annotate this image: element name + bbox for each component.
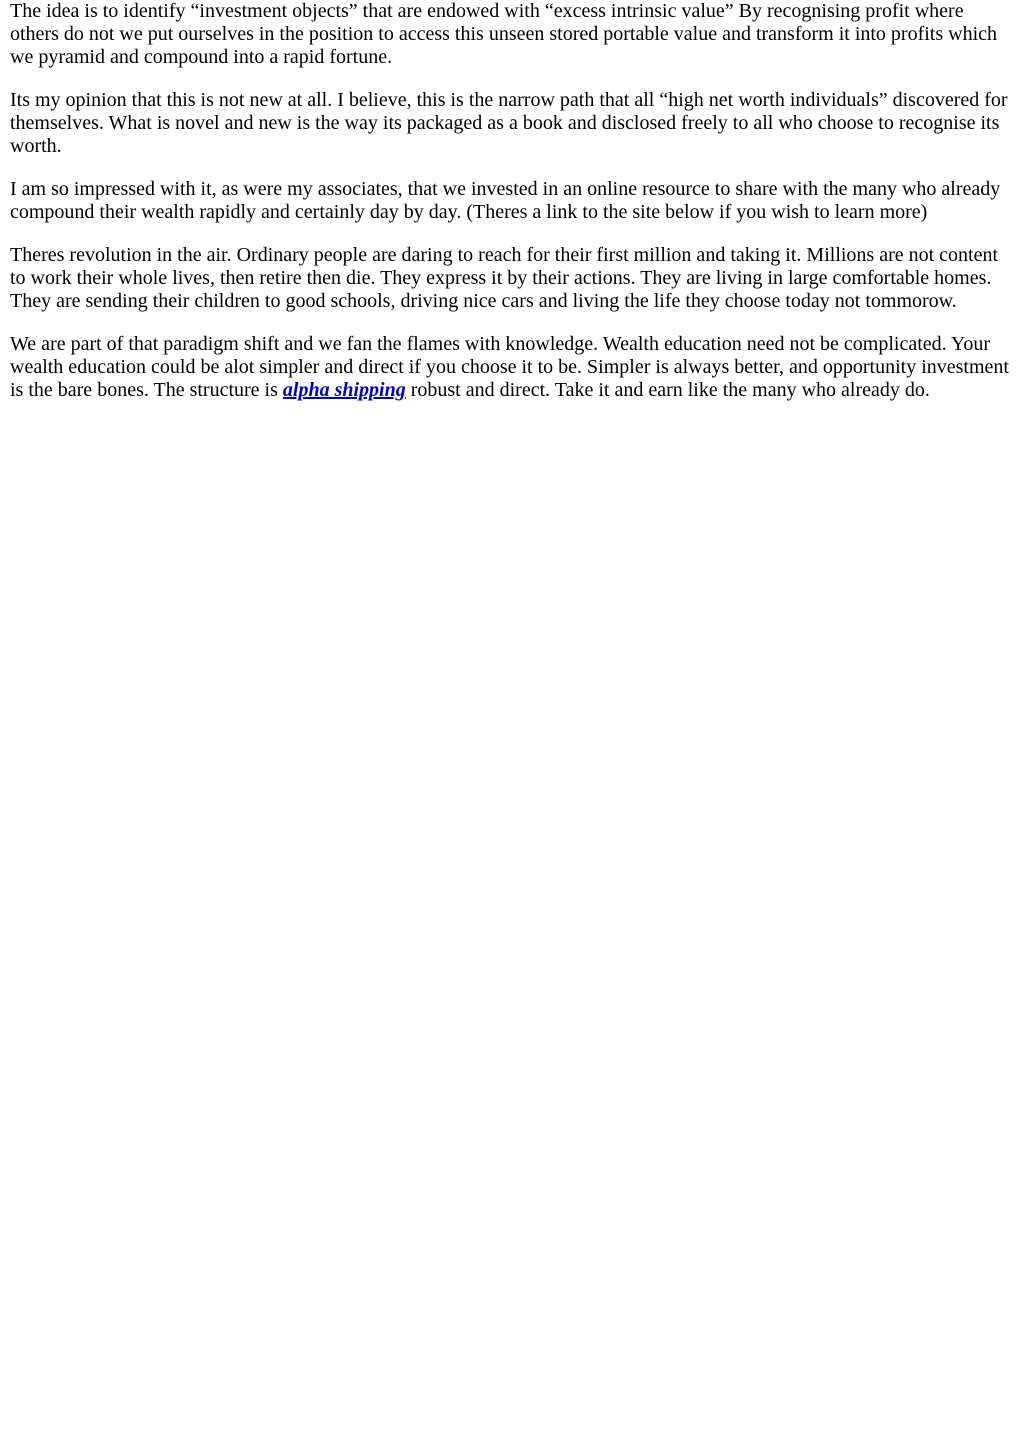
paragraph-online-resource: I am so impressed with it, as were my associates, that we invested in an online resource to share with the many who already compound their wealth rapidly and certainly day by day. (Theres a link to the site below if you wish to learn more) xyxy=(10,178,1001,223)
paragraph-revolution: Theres revolution in the air. Ordinary people are daring to reach for their first million and taking it. Millions are not content to work their whole lives, then retire then die. They express it by their actions. They are living in large comfortable homes. They are sending their children to good schools, driving nice cars and living the life they choose today not tommorow. xyxy=(10,244,999,312)
paragraph-paradigm-text-end: robust and direct. Take it and earn like the many who already do. xyxy=(405,379,930,401)
paragraph-paradigm-text-start: We are part of that paradigm shift and we fan the flames with knowledge. Wealth education need not be complicated. Your wealth education could be alot simpler and direct if you choose it to be. Simpler is always better, and opportunity investment is the bare bones. The structure is xyxy=(10,333,1009,401)
paragraph-opinion: Its my opinion that this is not new at all. I believe, this is the narrow path that all “high net worth individuals” discovered for themselves. What is novel and new is the way its packaged as a book and disclosed freely to all who choose to recognise its worth. xyxy=(10,89,1008,157)
alpha-shipping-link[interactable]: alpha shipping xyxy=(282,379,406,401)
paragraph-paradigm-shift xyxy=(10,333,1014,402)
article-body xyxy=(10,0,1014,422)
paragraph-investment-objects: The idea is to identify “investment objects” that are endowed with “excess intrinsic value” By recognising profit where others do not we put ourselves in the position to access this unseen stored portable value and transform it into profits which we pyramid and compound into a rapid fortune. xyxy=(10,0,998,68)
